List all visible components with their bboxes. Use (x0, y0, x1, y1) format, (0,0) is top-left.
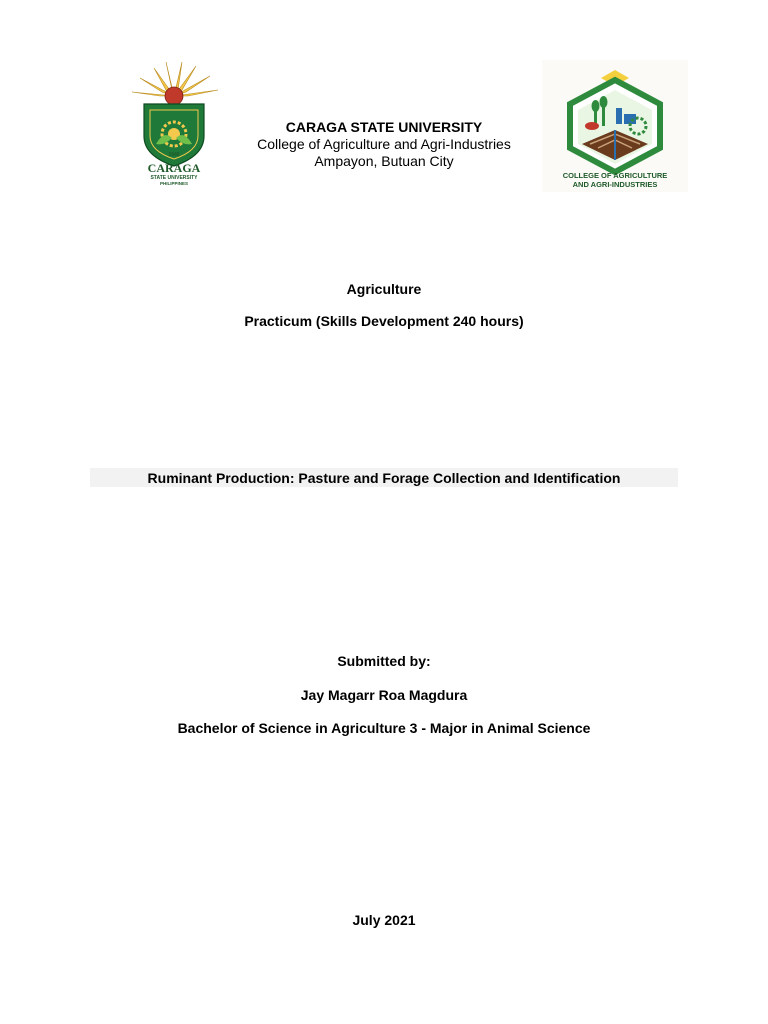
submitted-by-label: Submitted by: (337, 653, 431, 669)
caa-logo-line2: AND AGRI-INDUSTRIES (572, 180, 658, 189)
degree-program: Bachelor of Science in Agriculture 3 - Major in Animal Science (177, 720, 591, 736)
student-name: Jay Magarr Roa Magdura (300, 687, 468, 703)
caa-logo-line1: COLLEGE OF AGRICULTURE (562, 171, 668, 180)
university-address: Ampayon, Butuan City (314, 153, 454, 169)
college-name: College of Agriculture and Agri-Industries (257, 136, 511, 152)
seal-line2: PHILIPPINES (159, 181, 189, 186)
seal-line1: STATE UNIVERSITY (150, 175, 198, 181)
topic-title: Ruminant Production: Pasture and Forage Collection and Identification (147, 470, 621, 486)
seal-year: 1946 (168, 152, 180, 158)
seal-wordmark: CARAGA (147, 161, 201, 175)
university-name: CARAGA STATE UNIVERSITY (285, 119, 483, 135)
course-title: Practicum (Skills Development 240 hours) (244, 313, 524, 329)
subject-title: Agriculture (346, 281, 422, 297)
submission-date: July 2021 (352, 912, 416, 928)
